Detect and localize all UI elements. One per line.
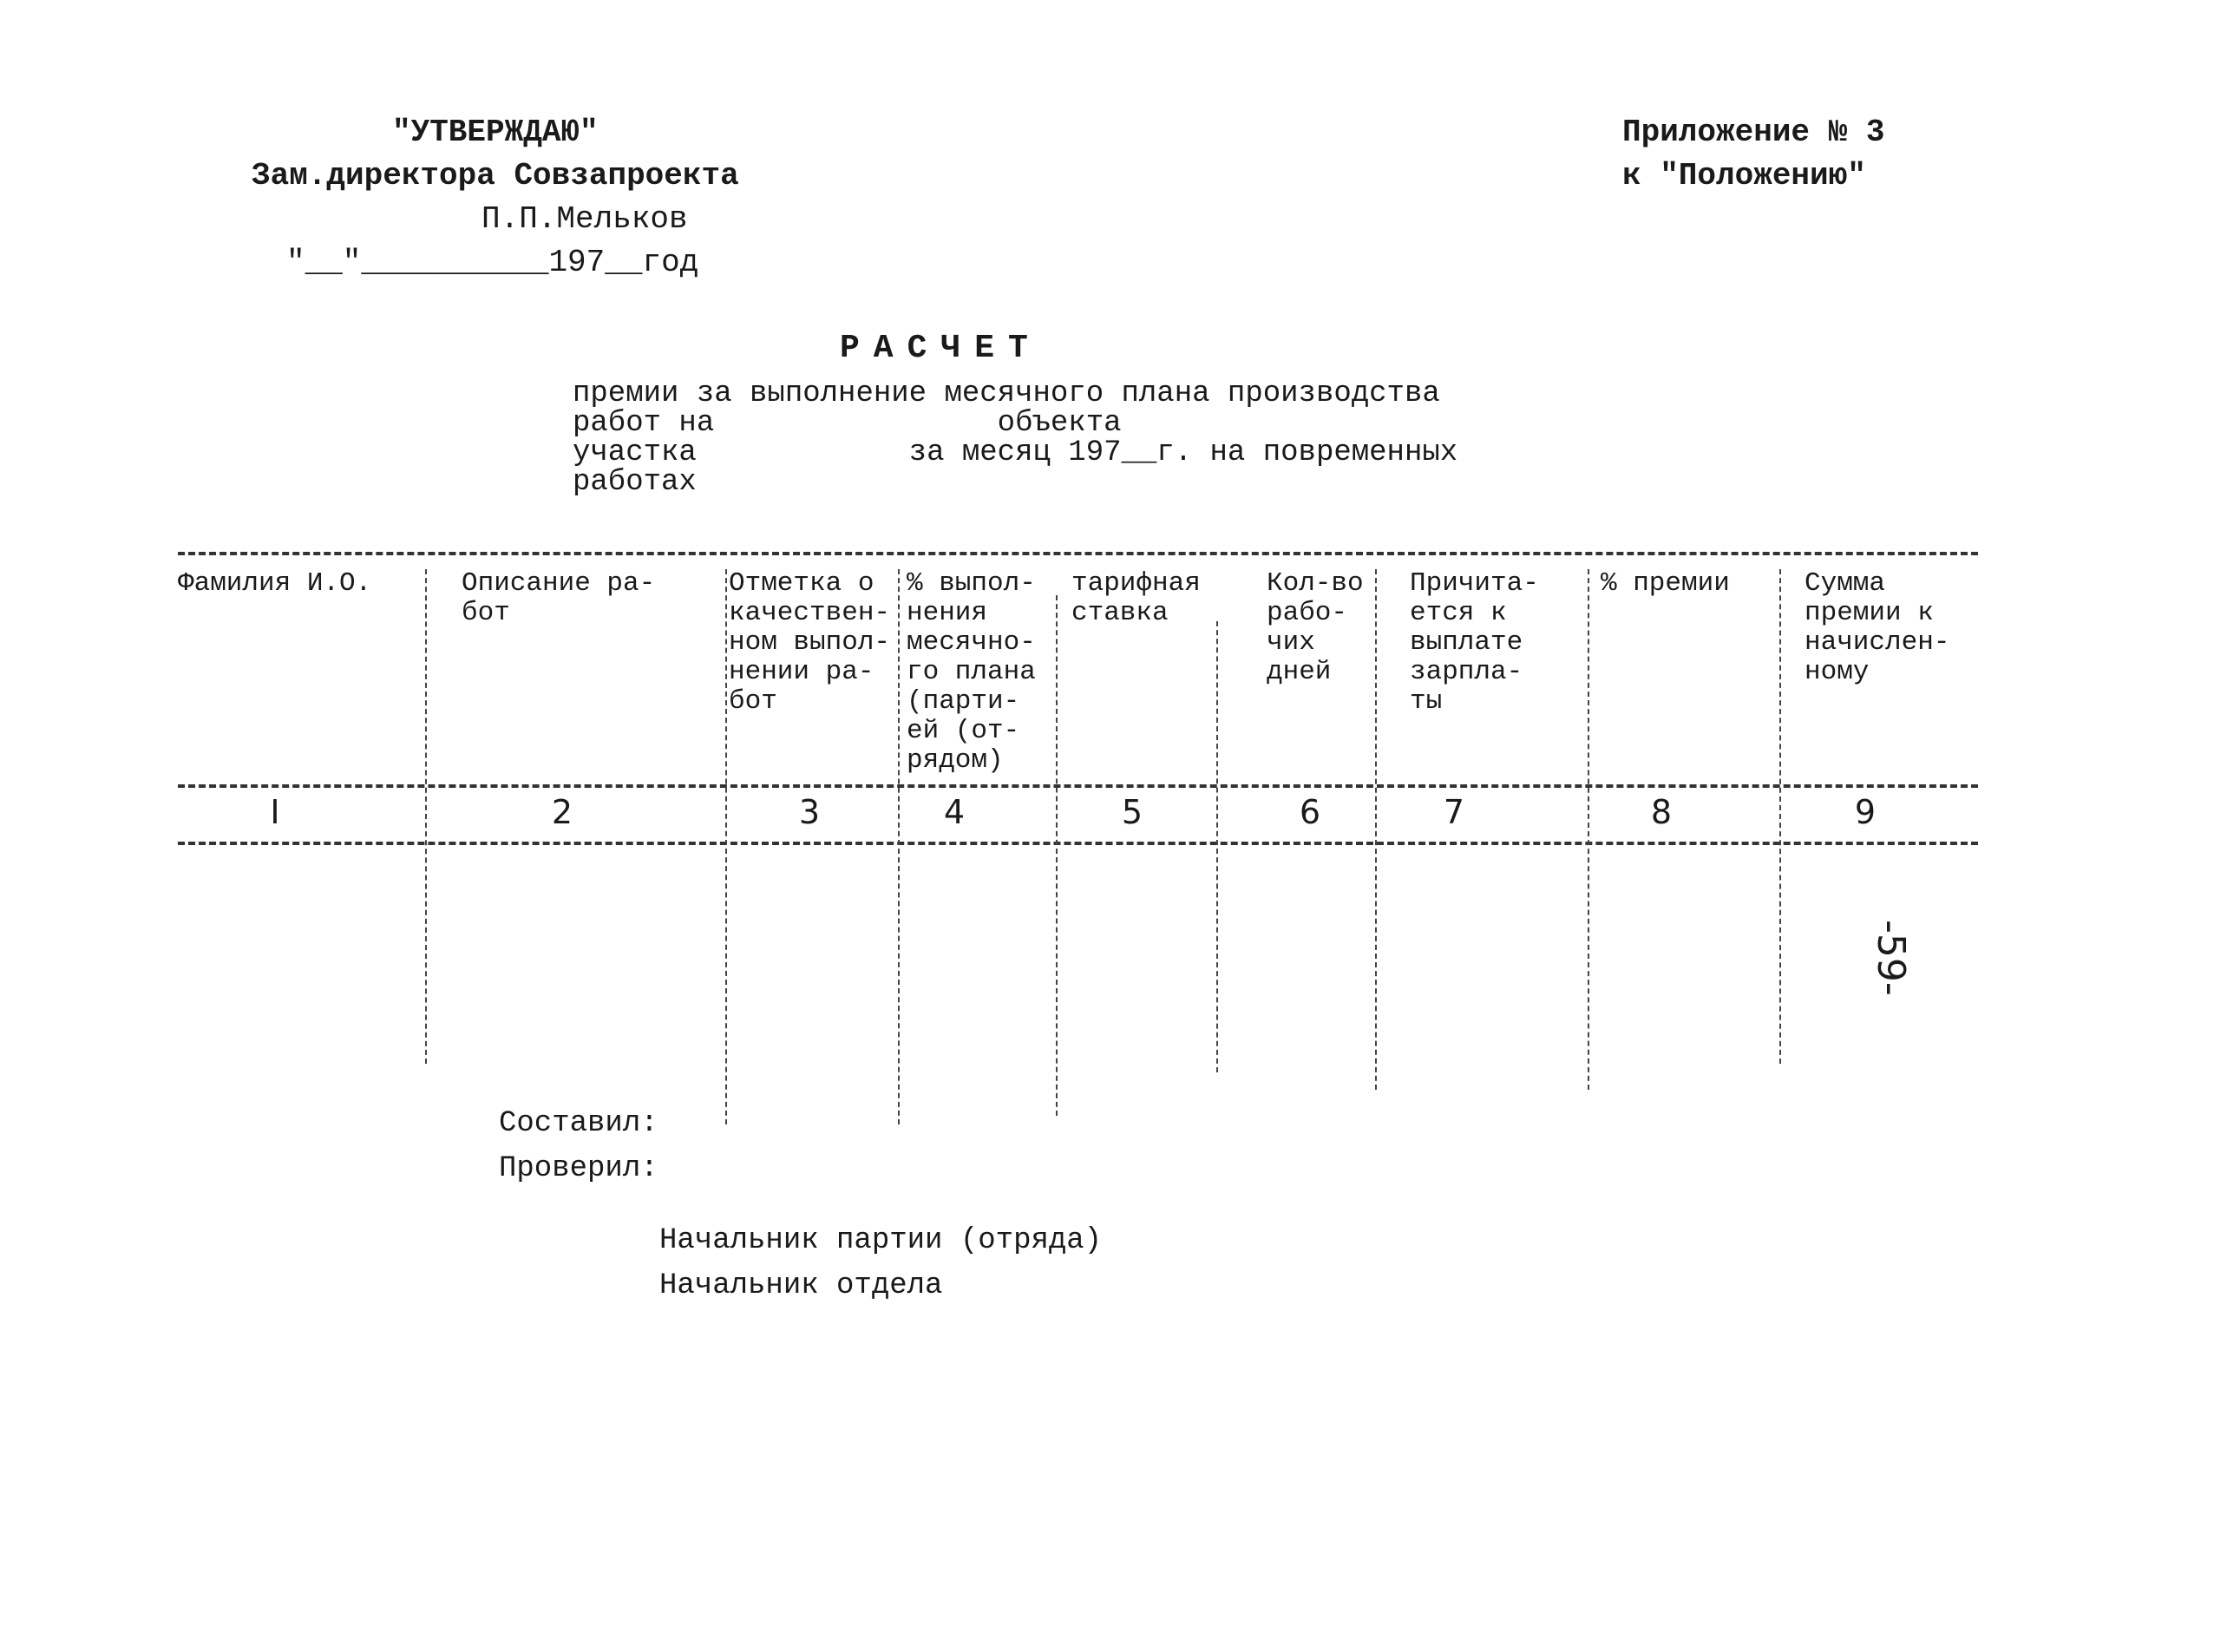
dept-head-label: Начальник отдела	[659, 1269, 943, 1302]
col-divider-6	[1375, 569, 1377, 1090]
column-number-2: 2	[551, 793, 573, 831]
approval-role: Зам.директора Совзапроекта	[252, 158, 739, 193]
bonus-table	[178, 552, 1978, 1072]
col-divider-3	[898, 569, 900, 1124]
page-number: -59-	[1869, 920, 1913, 996]
column-number-5: 5	[1121, 793, 1143, 831]
header-quality-mark: Отметка о качествен- ном выпол- нении ра- бот	[729, 568, 891, 717]
header-working-days: Кол-во рабо- чих дней	[1267, 568, 1364, 687]
column-number-1: I	[270, 793, 280, 831]
table-top-rule	[178, 552, 1978, 555]
col-divider-4	[1056, 595, 1058, 1116]
header-tariff-rate: тарифная ставка	[1071, 568, 1201, 628]
column-number-3: 3	[798, 793, 821, 831]
column-number-4: 4	[943, 793, 966, 831]
col-divider-5	[1216, 621, 1218, 1072]
appendix-reference: к "Положению"	[1622, 158, 1866, 193]
table-header-rule	[178, 784, 1978, 788]
subtitle-line-1: премии за выполнение месячного плана производства	[573, 377, 1440, 410]
header-full-name: Фамилия И.О.	[178, 568, 372, 599]
col-divider-8	[1779, 569, 1781, 1064]
compiled-by-label: Составил:	[499, 1107, 658, 1140]
subtitle-line-3: участка за месяц 197__г. на повременных	[573, 436, 1458, 469]
approval-title: "УТВЕРЖДАЮ"	[392, 115, 599, 150]
appendix-number: Приложение № 3	[1622, 115, 1885, 150]
header-bonus-percent: % премии	[1601, 568, 1730, 599]
approval-date: "__"__________197__год	[286, 245, 699, 280]
column-number-9: 9	[1854, 793, 1877, 831]
table-number-rule	[178, 842, 1978, 845]
party-head-label: Начальник партии (отряда)	[659, 1224, 1103, 1257]
header-plan-percent: % выпол- нения месячно- го плана (парти- ей (от- рядом)	[907, 568, 1036, 776]
header-bonus-sum: Сумма премии к начислен- ному	[1805, 568, 1950, 687]
col-divider-2	[725, 569, 727, 1124]
col-divider-7	[1588, 569, 1589, 1090]
subtitle-line-2: работ на объекта	[573, 407, 1122, 440]
checked-by-label: Проверил:	[499, 1152, 658, 1185]
column-number-8: 8	[1650, 793, 1673, 831]
column-number-7: 7	[1443, 793, 1465, 831]
header-salary-due: Причита- ется к выплате зарпла- ты	[1410, 568, 1539, 717]
header-work-description: Описание ра- бот	[462, 568, 656, 628]
approval-name: П.П.Мельков	[481, 201, 688, 237]
col-divider-1	[425, 569, 427, 1064]
subtitle-line-4: работах	[573, 466, 697, 499]
column-number-6: 6	[1299, 793, 1321, 831]
document-title: РАСЧЕТ	[840, 330, 1042, 367]
